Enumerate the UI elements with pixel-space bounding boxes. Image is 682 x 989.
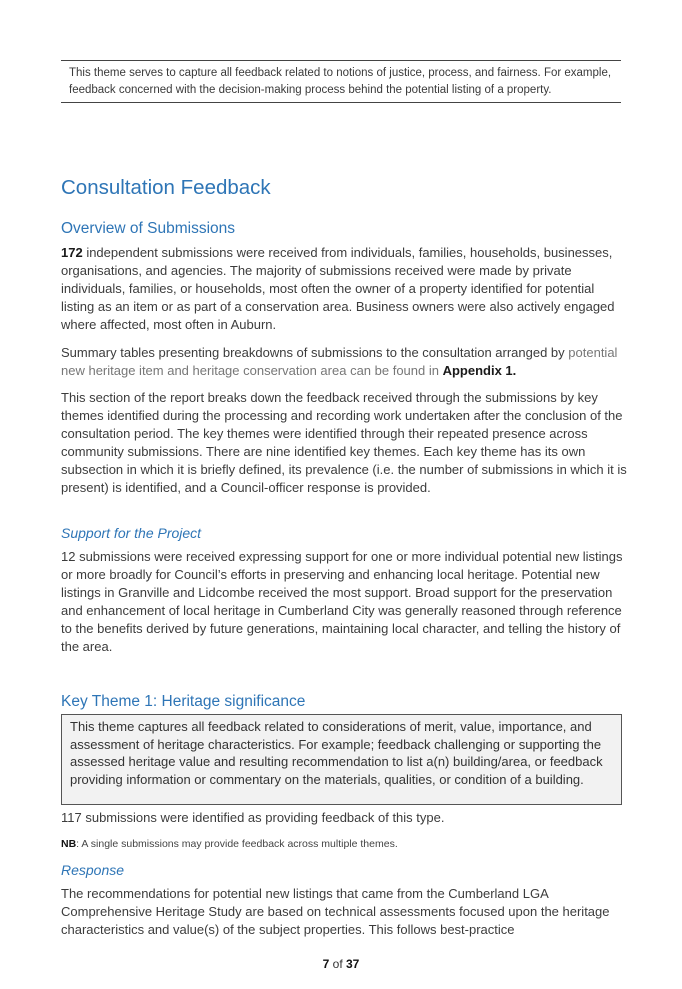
overview-heading: Overview of Submissions xyxy=(61,220,236,237)
overview-paragraph-3: This section of the report breaks down the feedback received through the submissions by key themes identified during the processing and recording work undertaken after the conclusion of the consultation period. The key themes were identified through their repeated presence across community submissions. There are nine identified key themes. Each key theme has its own subsection in which it is briefly defined, its prevalence (i.e. the number of submissions in which it is present) is identified, and a Council-officer response is provided. xyxy=(61,390,627,495)
key-theme-1-heading: Key Theme 1: Heritage significance xyxy=(61,693,306,710)
response-paragraph: The recommendations for potential new listings that came from the Cumberland LGA Comprehensive Heritage Study are based on technical assessments focused upon the heritage characteristics and value(s) of the subject properties. This follows best-practice xyxy=(61,886,610,937)
appendix-reference: Appendix 1. xyxy=(442,363,517,378)
section-title: Consultation Feedback xyxy=(61,176,271,199)
page-total: 37 xyxy=(346,957,360,971)
theme-description-text: This theme serves to capture all feedback related to notions of justice, process, and fairness. For example, feedback concerned with the decision-making process behind the potential listing of a property. xyxy=(69,67,612,96)
support-paragraph: 12 submissions were received expressing support for one or more individual potential new listings or more broadly for Council’s efforts in preserving and enhancing local heritage. Potential new listings in Granville and Lidcombe received the most support. Broad support for the preservation and enhancement of local heritage in Cumberland City was generally reasoned through reference to the benefits derived by future generations, maintaining local character, and telling the history of the area. xyxy=(61,549,623,654)
nb-label: NB xyxy=(61,838,77,850)
page-of: of xyxy=(329,957,346,971)
nb-text: : A single submissions may provide feedback across multiple themes. xyxy=(76,838,398,850)
key-theme-1-count: 117 submissions were identified as providing feedback of this type. xyxy=(61,810,445,825)
response-heading: Response xyxy=(61,862,125,878)
submission-count: 172 xyxy=(61,245,83,260)
key-theme-1-box-text: This theme captures all feedback related to considerations of merit, value, importance, and assessment of heritage characteristics. For example; feedback challenging or supporting the assessed heritage value and resulting recommendation to list a(n) building/area, or feedback providing information or commentary on the materials, qualities, or condition of a building. xyxy=(70,719,603,787)
overview-paragraph-2-text-b: potential new heritage item and heritage conservation area can be found in xyxy=(61,345,618,378)
support-heading: Support for the Project xyxy=(61,525,202,541)
key-theme-1-box xyxy=(61,714,622,805)
nb-note xyxy=(61,838,398,850)
overview-paragraph-2 xyxy=(61,344,627,380)
page-number xyxy=(0,957,682,971)
theme-description-box xyxy=(61,60,621,103)
overview-paragraph-2-text-a: Summary tables presenting breakdowns of submissions to the consultation arranged by xyxy=(61,345,569,360)
overview-paragraph-1 xyxy=(61,244,627,334)
overview-paragraph-1-text: independent submissions were received from individuals, families, households, businesses, organisations, and agencies. The majority of submissions received were made by private individuals, families, or households, most often the owner of a property identified for potential listing as an item or as part of a conservation area. Business owners were also actively engaged where affected, most often in Auburn. xyxy=(61,245,615,332)
page-current: 7 xyxy=(322,957,330,971)
